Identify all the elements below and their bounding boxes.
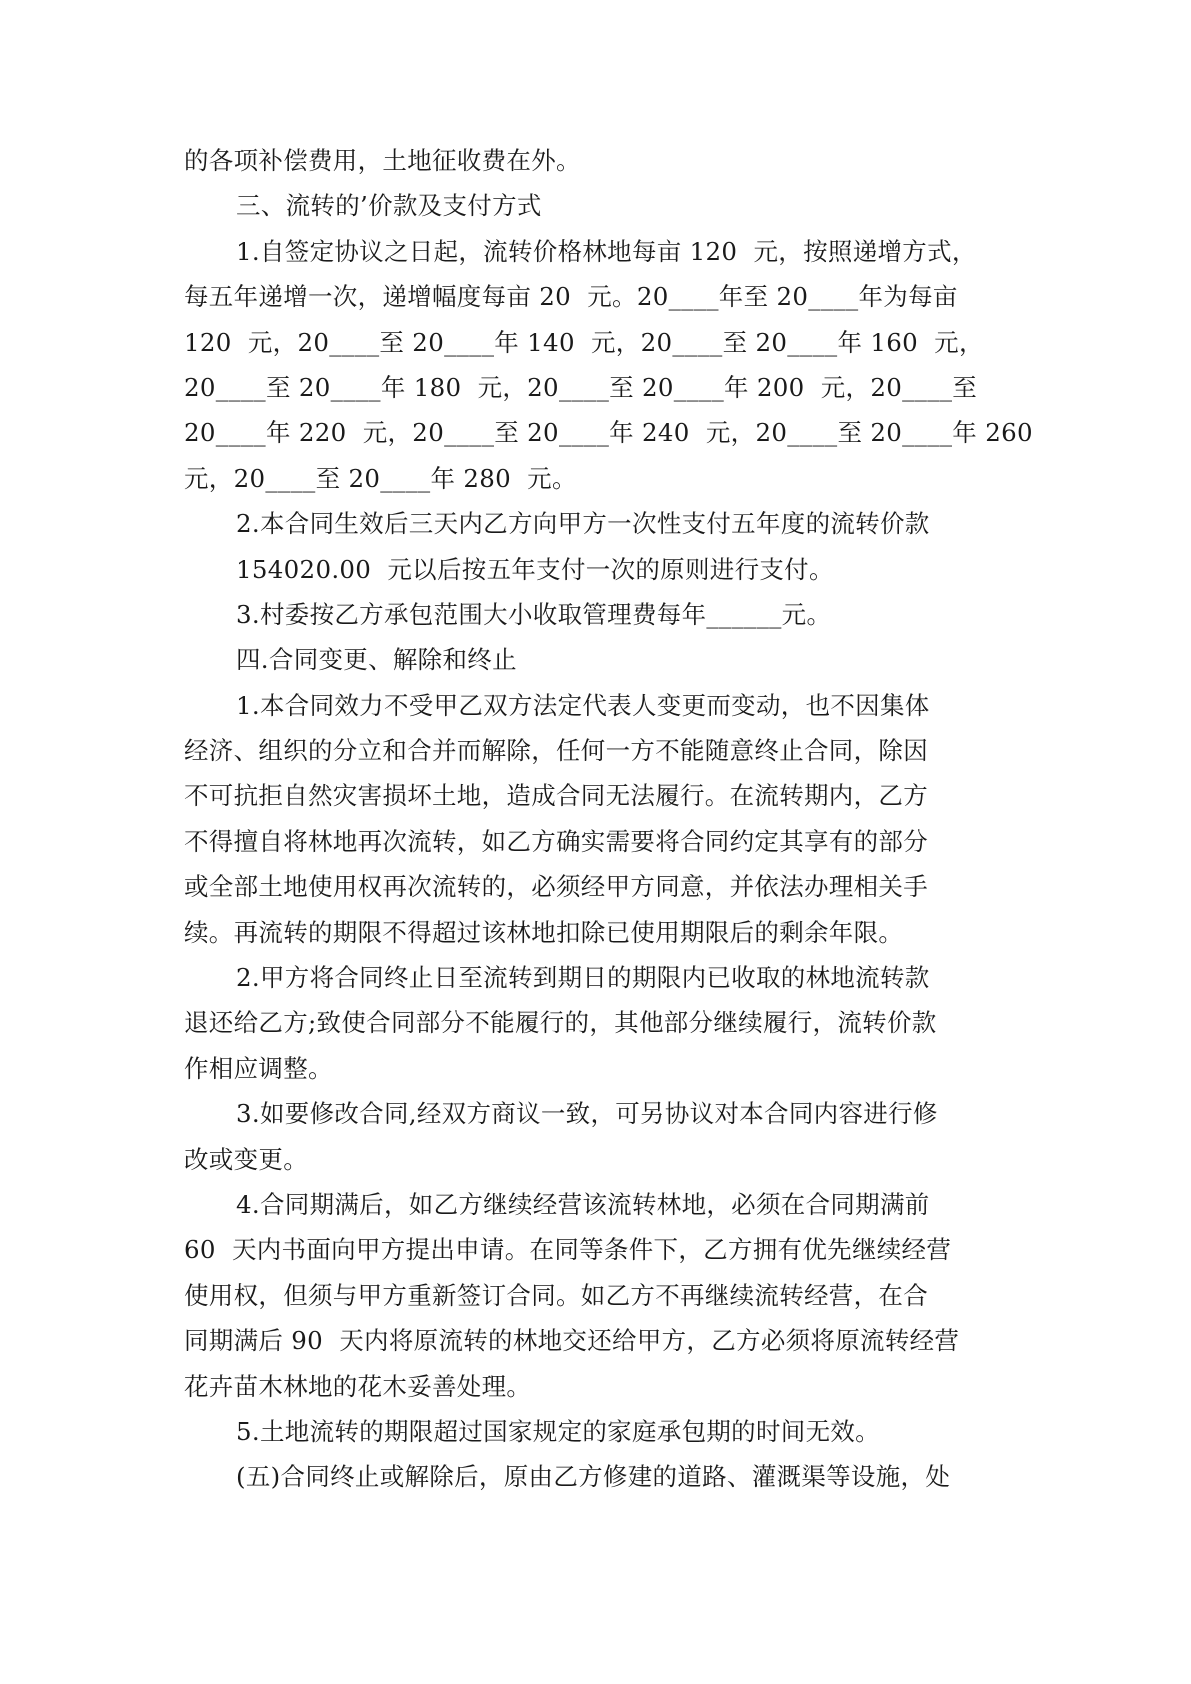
text-line: 花卉苗木林地的花木妥善处理。 <box>184 1371 532 1401</box>
text-line: 5.土地流转的期限超过国家规定的家庭承包期的时间无效。 <box>236 1416 880 1446</box>
text-line: 使用权，但须与甲方重新签订合同。如乙方不再继续流转经营，在合 <box>184 1280 928 1310</box>
text-line: 20____年 220 元，20____至 20____年 240 元，20____至 20____年 260 <box>184 418 1033 448</box>
text-line: 不得擅自将林地再次流转，如乙方确实需要将合同约定其享有的部分 <box>184 826 928 856</box>
text-line: 续。再流转的期限不得超过该林地扣除已使用期限后的剩余年限。 <box>184 917 904 947</box>
text-line: 或全部土地使用权再次流转的，必须经甲方同意，并依法办理相关手 <box>184 872 928 902</box>
text-line: 120 元，20____至 20____年 140 元，20____至 20____年 160 元， <box>184 327 984 357</box>
document-page <box>184 138 1033 1500</box>
text-line: 3.村委按乙方承包范围大小收取管理费每年______元。 <box>236 599 832 629</box>
text-line: 1.自签定协议之日起，流转价格林地每亩 120 元，按照递增方式， <box>236 236 977 266</box>
text-line: 1.本合同效力不受甲乙双方法定代表人变更而变动，也不因集体 <box>236 690 930 720</box>
text-line: 不可抗拒自然灾害损坏土地，造成合同无法履行。在流转期内，乙方 <box>184 781 928 811</box>
text-line: 2.本合同生效后三天内乙方向甲方一次性支付五年度的流转价款 <box>236 509 930 539</box>
text-line: 60 天内书面向甲方提出申请。在同等条件下，乙方拥有优先继续经营 <box>184 1235 952 1265</box>
text-line: 2.甲方将合同终止日至流转到期日的期限内已收取的林地流转款 <box>236 963 930 993</box>
text-line: 同期满后 90 天内将原流转的林地交还给甲方，乙方必须将原流转经营 <box>184 1326 960 1356</box>
text-line: 作相应调整。 <box>184 1053 333 1083</box>
text-line: 改或变更。 <box>184 1144 308 1174</box>
text-line: 退还给乙方;致使合同部分不能履行的，其他部分继续履行，流转价款 <box>184 1008 937 1038</box>
text-line: 经济、组织的分立和合并而解除，任何一方不能随意终止合同，除因 <box>184 736 928 766</box>
text-line: 3.如要修改合同,经双方商议一致，可另协议对本合同内容进行修 <box>236 1099 938 1129</box>
section-heading: 四.合同变更、解除和终止 <box>236 645 517 675</box>
text-line: 4.合同期满后，如乙方继续经营该流转林地，必须在合同期满前 <box>236 1189 930 1219</box>
text-line: 元，20____至 20____年 280 元。 <box>184 463 577 493</box>
text-line: (五)合同终止或解除后，原由乙方修建的道路、灌溉渠等设施，处 <box>236 1462 951 1492</box>
text-line: 154020.00 元以后按五年支付一次的原则进行支付。 <box>236 554 834 584</box>
text-line: 每五年递增一次，递增幅度每亩 20 元。20____年至 20____年为每亩 <box>184 282 958 312</box>
text-line: 20____至 20____年 180 元，20____至 20____年 200 元，20____至 <box>184 372 978 402</box>
section-heading: 三、流转的’价款及支付方式 <box>236 191 542 221</box>
text-line: 的各项补偿费用，土地征收费在外。 <box>184 146 581 175</box>
